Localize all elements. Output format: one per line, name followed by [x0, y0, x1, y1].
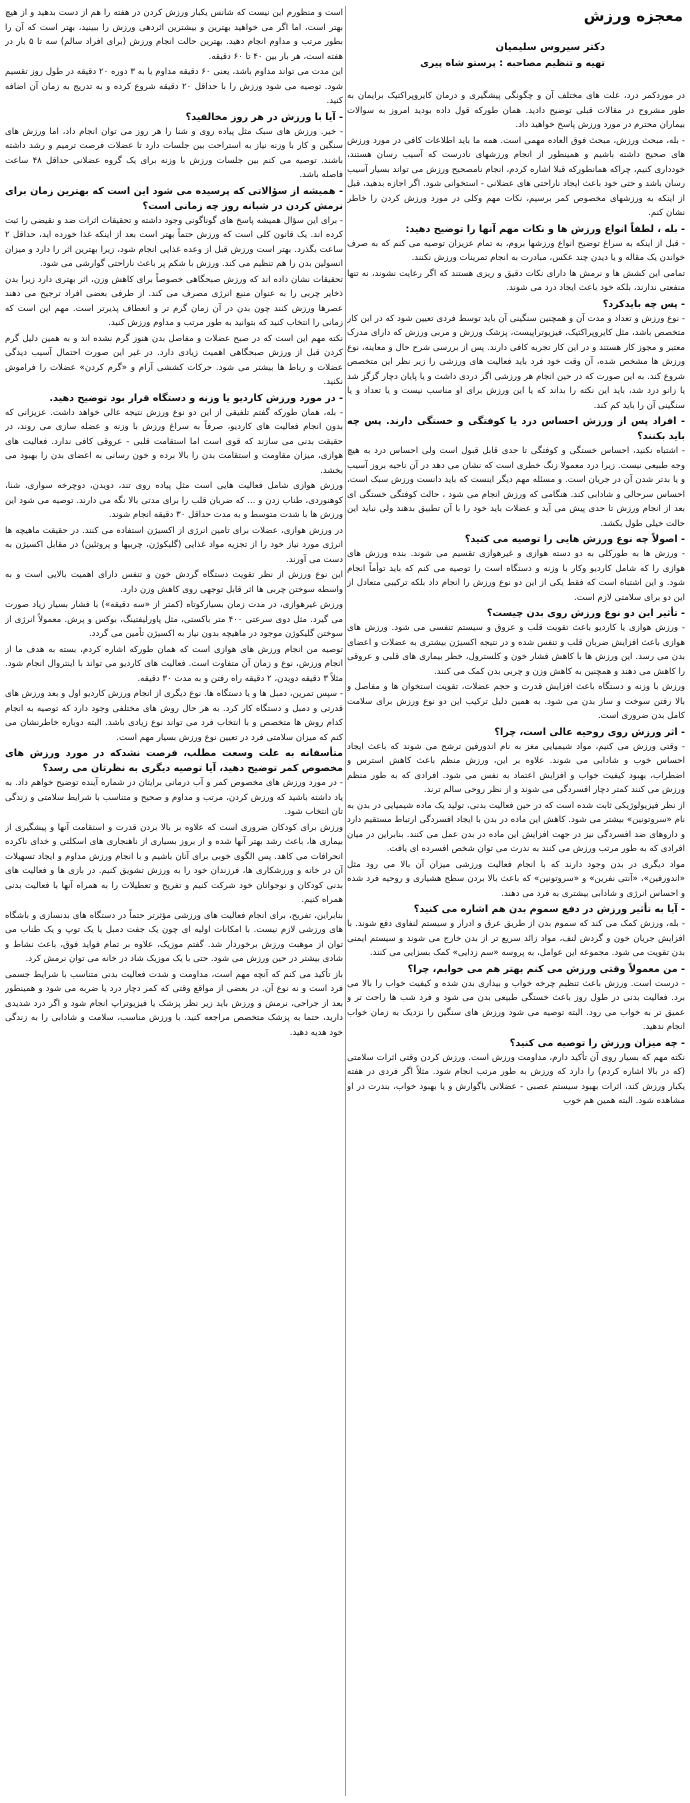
interview-paragraph: از نظر فیزیولوژیکی ثابت شده است که در حین فعالیت بدنی، تولید یک ماده شیمیایی در بدن به نام «سروتونین» بیشتر می شود. کاهش این ماده در بدن با ایجاد افسردگی ارتباط مستقیم دارد و داروهای ضد افسردگی نیز در جهت افزایش این ماده در بدن عمل می کنند. بنابراین در میان افرادی که به طور مرتب ورزش می کنند به ندرت می توان شخص افسرده ای یافت. [347, 800, 685, 854]
left-column-body [5, 6, 343, 1040]
interview-question: - اثر ورزش روی روحیه عالی است، چرا؟ [494, 726, 685, 738]
interview-question: - بله ، لطفاً انواع ورزش ها و نکات مهم آنها را توضیح دهید: [405, 223, 685, 235]
interview-paragraph: است و منظورم این نیست که شانس یکبار ورزش کردن در هفته را هم از دست بدهید و از هیچ بهتر است، اما اگر می خواهید بهترین و بیشترین اثردهی ورزش را ببینید، بهتر است که آن را بطور مرتب و مداوم انجام دهید. بهترین حالت انجام ورزش (برای افراد سالم) سه تا ۵ بار در هفته است، هر بار بین ۴۰ تا ۶۰ دقیقه. [5, 8, 343, 62]
interview-paragraph: - وقتی ورزش می کنیم، مواد شیمیایی مغز به نام اندورفین ترشح می شوند که باعث ایجاد احساس خوب و شادابی می شوند. علاوه بر این، ورزش منظم باعث کاهش استرس و اضطراب، بهبود کیفیت خواب و افزایش اعتماد به نفس می شود. افرادی که به طور منظم ورزش می کنند کمتر دچار افسردگی می شوند و از نظر روحی سالم ترند. [347, 741, 685, 795]
interview-question: - تأثیر این دو نوع ورزش روی بدن چیست؟ [486, 608, 685, 619]
byline [347, 40, 605, 71]
interview-paragraph: - برای این سؤال همیشه پاسخ های گوناگونی وجود داشته و تحقیقات اثرات ضد و نقیضی را ثبت کرده اند. یک قانون کلی است که ورزش حتماً بهتر است بعد از اینکه غذا خورده اید، حداقل ۲ ساعت بگذرد. بهتر است ورزش قبل از وعده غذایی انجام شود، زیرا بهترین اثر را دارد و میزان انسولین بدن را هم تنظیم می کند. ورزش با شکم پر باعث ناراحتی گوارشی می شود. [5, 215, 343, 269]
interview-paragraph: نکته مهم این است که در صبح عضلات و مفاصل بدن هنوز گرم نشده اند و به همین دلیل گرم کردن قبل از ورزش صبحگاهی اهمیت زیادی دارد. در غیر این صورت احتمال آسیب دیدگی عضلات و رباط ها بیشتر می شود. حرکات کششی آرام و «گرم کردن» عضلات را فراموش نکنید. [5, 333, 343, 387]
editor-credit: تهیه و تنظیم مصاحبه : پرستو شاه پیری [420, 58, 605, 69]
interview-question: - افراد پس از ورزش احساس درد یا کوفتگی و خستگی دارند. پس چه باید بکنند؟ [347, 416, 685, 442]
interview-paragraph: در موردکمر درد، علت های مختلف آن و چگونگی پیشگیری و درمان کایروپراکتیک برایمان به طور مشروح در مقالات قبلی توضیح دادید. همان طورکه قول داده بودید امروز به سوالات بیماران محترم در مورد ورزش پاسخ خواهید داد. [347, 91, 685, 130]
author-name: دکتر سیروس سلیمیان [495, 42, 605, 53]
interview-paragraph: مواد دیگری در بدن وجود دارند که با انجام فعالیت ورزشی میزان آن بالا می رود مثل «اندورفین»، «آنتی نفرین» و «سروتونین» که باعث بالا بردن سطح هشیاری و روحیه فرد شده و احساس انرژی و شادابی بیشتری به فرد می دهند. [347, 859, 685, 899]
interview-paragraph: این نوع ورزش از نظر تقویت دستگاه گردش خون و تنفس دارای اهمیت بالایی است و به واسطه سوختن چربی ها اثر قابل توجهی روی کاهش وزن دارد. [5, 570, 343, 595]
interview-paragraph: - درست است. ورزش باعث تنظیم چرخه خواب و بیداری بدن شده و کیفیت خواب را بالا می برد. فعالیت بدنی در طول روز باعث خستگی طبیعی بدن می شود و فرد شب ها راحت تر و عمیق تر به خواب می رود. البته توصیه می شود ورزش های سنگین را نزدیک به زمان خواب انجام ندهید. [347, 978, 685, 1032]
article-title: معجزه ورزش [583, 7, 683, 25]
column-divider [345, 6, 346, 1796]
right-column-body [347, 89, 685, 1109]
interview-paragraph: - اشتباه نکنید، احساس خستگی و کوفتگی تا حدی قابل قبول است ولی احساس درد به هیچ وجه طبیعی نیست. زیرا درد معمولا زنگ خطری است که نشان می دهد در آن ناحیه بروز آسیب و یا بدتر شدن آن در جریان است. و مسئله مهم دیگر اینست که باید دانست ورزش سبک است، احساس سرحالی و شادابی کند. هنگامی که ورزش انجام می شود ، حالت کوفتگی خستگی ای بعد از انجام ورزش تا حدی پیش می آید و عضلات باید خود را با آن تطبیق بدهند ولی نباید این حالت خیلی طول بکشد. [347, 446, 685, 529]
interview-paragraph: تحقیقات نشان داده اند که ورزش صبحگاهی خصوصاً برای کاهش وزن، اثر بهتری دارد زیرا بدن ذخایر چربی را به عنوان منبع انرژی مصرف می کند. از طرفی بعضی افراد ترجیح می دهند عصرها ورزش کنند چون بدن در آن زمان گرم تر و انعطاف پذیرتر است. مهم این است که زمانی را انتخاب کنید که بتوانید به طور مرتب و مداوم ورزش کنید. [5, 274, 343, 328]
interview-question: - در مورد ورزش کاردیو یا وزنه و دستگاه قرار بود توضیح دهید. [49, 392, 343, 404]
interview-paragraph: در ورزش هوازی، عضلات برای تامین انرژی از اکسیژن استفاده می کنند. در حقیقت ماهیچه ها انرژی مورد نیاز خود را از تجزیه مواد غذایی (گلیکوژن، چربیها و پروتئین) در مقابل اکسیژن به دست می آورند. [5, 525, 343, 565]
right-column [347, 6, 685, 1796]
interview-paragraph: توصیه من انجام ورزش های هوازی است که همان طورکه اشاره کردم، بسته به هدف ما از انجام ورزش، نوع و زمان آن متفاوت است. فعالیت های کاردیو می تواند با اینتروال انجام شود. مثلاً ۳ دقیقه دویدن، ۲ دقیقه راه رفتن و به مدت ۳۰ دقیقه. [5, 644, 343, 684]
interview-question: متأسفانه به علت وسعت مطلب، فرصت نشدکه در مورد ورزش های مخصوص کمر توضیح دهید، آیا توصیه دیگری به نظرتان می رسد؟ [5, 748, 343, 774]
interview-paragraph: - نوع ورزش و تعداد و مدت آن و همچنین سنگینی آن باید توسط فردی تعیین شود که در این کار متخصص باشد، مثل کایروپراکتیک، فیزیوتراپیست، پزشک ورزش و مربی ورزش که دارای مدرک معتبر و مجوز کار هستند و در این کار تجربه کافی دارند. پس از بررسی شرح حال و معاینه، نوع ورزش ها مشخص شده، آن وقت خود فرد باید فعالیت های ورزشی را زیر نظر این متخصص شروع کند. به این صورت که در حین انجام هر ورزشی اگر دردی داشت و یا پایان دچار گزگز شد یا زانو درد شد، باید این نکته را بداند که یا این ورزش برای او مناسب نیست و یا تعداد و یا سنگینی آن را باید کم کند. [347, 313, 685, 411]
interview-paragraph: - ورزش ها به طورکلی به دو دسته هوازی و غیرهوازی تقسیم می شوند. بنده ورزش های هوازی را که شامل کاردیو وکار با وزنه و دستگاه است را توصیه می کنم که باید توأماً انجام شود. و این اشتباه است که فقط یکی از این دو نوع ورزش را انجام داد بلکه ترکیبی متعادل از این دو برای سلامتی لازم است. [347, 549, 685, 603]
interview-paragraph: تمامی این کشش ها و نرمش ها دارای نکات دقیق و ریزی هستند که اگر رعایت نشوند، نه تنها منفعتی ندارند، بلکه خود باعث ایجاد درد می شوند. [347, 268, 685, 293]
interview-paragraph: ورزش با وزنه و دستگاه باعث افزایش قدرت و حجم عضلات، تقویت استخوان ها و مفاصل و بالا رفتن سوخت و ساز بدن می شود. به همین دلیل ترکیب این دو نوع ورزش برای سلامت کامل بدن ضروری است. [347, 682, 685, 721]
interview-question: - چه میزان ورزش را توصیه می کنید؟ [509, 1037, 685, 1049]
interview-paragraph: ورزش برای کودکان ضروری است که علاوه بر بالا بردن قدرت و استقامت آنها و پیشگیری از بیماری ها، باعث رشد بهتر آنها شده و از بروز بسیاری از ناهنجاری های اسکلتی و خدای ناکرده انحرافات می کاهد. پس الگوی خوبی برای آنان باشیم و با انجام ورزش مداوم و ایجاد تسهیلات آن در خانه و ورزشکاری ها، فرزندان خود را به ورزش تشویق کنیم. در بازی ها و فعالیت های بدنی کودکان و نوجوانان خود شرکت کنیم و تفریح و تعطیلات را به همراه آنها با فعالیت بدنی همراه کنیم. [5, 822, 343, 905]
interview-question: - پس چه بایدکرد؟ [602, 298, 685, 310]
interview-question: - من معمولاً وقتی ورزش می کنم بهتر هم می خوابم، چرا؟ [407, 963, 685, 975]
interview-paragraph: - خیر. ورزش های سبک مثل پیاده روی و شنا را هر روز می توان انجام داد، اما ورزش های سنگین و کار با وزنه نیاز به استراحت بین جلسات دارد تا عضلات فرصت ترمیم و رشد داشته باشند. توصیه می کنم بین جلسات ورزش با وزنه برای یک گروه عضلانی حداقل ۴۸ ساعت فاصله باشد. [5, 126, 343, 180]
interview-paragraph: ورزش غیرهوازی، در مدت زمان بسیارکوتاه (کمتر از «سه دقیقه») با فشار بسیار زیاد صورت می گیرد. مثل دوی سرعتی ۴۰۰ متر باکستی، مثل پاورلیفتینگ، بوکس و پرش. معمولاً انرژی از سوختن گلیکوژن موجود در ماهیچه بدون نیاز به اکسیژن تأمین می گردد. [5, 600, 343, 639]
interview-paragraph: - بله، همان طورکه گفتم تلفیقی از این دو نوع ورزش نتیجه عالی خواهد داشت. عزیزانی که بدون انجام فعالیت های کاردیو، صرفاً به سراغ ورزش با وزنه و عضله سازی می روند، در حقیقت بدنی می سازند که قوی است اما استقامت قلبی - عروقی کافی ندارد. فعالیت های هوازی، میزان مقاومت و استقامت بدن را بالا برده و خون رسانی به اعضای بدن را بهبود می بخشد. [5, 407, 343, 476]
interview-paragraph: - قبل از اینکه به سراغ توضیح انواع ورزشها بروم، به تمام عزیزان توصیه می کنم که به صرف خواندن یک مقاله و یا دیدن چند عکس، مبادرت به انجام تمرینات ورزش نکنند. [347, 238, 685, 263]
interview-question: - آیا با ورزش در هر روز مخالفید؟ [185, 111, 343, 123]
interview-paragraph: باز تأکید می کنم که آنچه مهم است، مداومت و شدت فعالیت بدنی متناسب با شرایط جسمی فرد است و نه نوع آن. در بعضی از مواقع وقتی که کمر دچار درد یا ضربه می شود و همینطور بعد از جراحی، نرمش و ورزش باید زیر نظر پزشک یا فیزیوتراپ انجام شود و اگر درد شدیدی دارید، حتما به پزشک متخصص مراجعه کنید. با ورزش مناسب، سلامت و شادابی را به زندگی خود هدیه دهید. [5, 969, 343, 1038]
left-column [5, 6, 343, 1796]
interview-question: - آیا به تأثیر ورزش در دفع سموم بدن هم اشاره می کنید؟ [413, 904, 685, 915]
interview-paragraph: ورزش هوازی شامل فعالیت هایی است مثل پیاده روی تند، دویدن، دوچرخه سواری، شنا، کوهنوردی، طناب زدن و ... که ضربان قلب را برای مدتی بالا نگه می دارند. توصیه می شود این ورزش ها با شدت متوسط و به مدت حداقل ۳۰ دقیقه انجام شوند. [5, 481, 343, 520]
interview-paragraph: - در مورد ورزش های مخصوص کمر و آب درمانی برایتان در شماره آینده توضیح خواهم داد. به یاد داشته باشید که ورزش کردن، مرتب و مداوم و صحیح و متناسب با شرایط سلامتی و زندگی تان انتخاب شود. [5, 778, 343, 817]
interview-paragraph: - بله، مبحث ورزش، مبحث فوق العاده مهمی است. همه ما باید اطلاعات کافی در مورد ورزش های صحیح داشته باشیم و همینطور از انجام ورزشهای نادرست که آسیب رسان هستند، خودداری کنیم، چراکه همانطورکه قبلا اشاره کردم، انجام نامصحیح ورزش می تواند بسیار آسیب رسان باشد و حتی خود باعث ایجاد ناراحتی های عضلانی - استخوانی شود. اگر اجازه بدهید، قبل از اینکه به ورزشهای مخصوص کمر برسیم، نکات مهم وکلی در مورد ورزش کردن را خاطر نشان کنم. [347, 135, 685, 218]
interview-paragraph: بنابراین، تفریح، برای انجام فعالیت های ورزشی مؤثرتر حتماً در دستگاه های بدنسازی و باشگاه های ورزشی لازم نیست. با امکانات اولیه ای چون یک جفت دمبل یا یک توپ و یک طناب می توان از موهبت ورزش برخوردار شد. گفتم موزیک، علاوه بر تمام فواید فوق، باعث نشاط و شادی بیشتر در حین ورزش می شود. حتی با یک موزیک شاد در خانه می توان نرمش کرد. [5, 910, 343, 964]
interview-paragraph: - بله، ورزش کمک می کند که سموم بدن از طریق عرق و ادرار و سیستم لنفاوی دفع شوند. با افزایش جریان خون و گردش لنف، مواد زائد سریع تر از بدن خارج می شوند و سیستم ایمنی بدن تقویت می شود. مجموعه این عوامل، به پروسه «سم زدایی» کمک بسزایی می کنند. [347, 919, 685, 958]
interview-paragraph: - ورزش هوازی یا کاردیو باعث تقویت قلب و عروق و سیستم تنفسی می شود. ورزش های هوازی باعث افزایش ضربان قلب و تنفس شده و در نتیجه اکسیژن بیشتری به عضلات و اعضای بدن می رسد. این ورزش ها با کاهش فشار خون و کلسترول، خطر بیماری های قلبی و عروقی را کاهش می دهند و همچنین به کاهش وزن و چربی بدن کمک می کنند. [347, 623, 685, 677]
interview-paragraph: - سپس تمرین، دمبل ها و یا دستگاه ها. نوع دیگری از انجام ورزش کاردیو اول و بعد ورزش های قدرتی و دمبل و دستگاه کار کرد. به هر حال روش های مختلفی وجود دارد که توصیه به انجام کدام روش ها متخصص و با انتخاب فرد می تواند نوع زیادی باشد. البته دوباره خاطرنشان می کنم که میزان سلامتی فرد در تعیین نوع ورزش بسیار مهم است. [5, 689, 343, 743]
interview-paragraph: این مدت می تواند مداوم باشد، یعنی ۶۰ دقیقه مداوم یا به ۳ دوره ۲۰ دقیقه در طول روز تقسیم شود. توصیه می شود ورزش را با حداقل ۲۰ دقیقه شروع کرده و به تدریج به زمان آن اضافه کنید. [5, 67, 343, 106]
interview-question: - اصولاً چه نوع ورزش هایی را توصیه می کنید؟ [464, 534, 685, 545]
interview-paragraph: نکته مهم که بسیار روی آن تأکید دارم، مداومت ورزش است. ورزش کردن وقتی اثرات سلامتی (که در بالا اشاره کردم) را دارد که ورزش به طور مرتب انجام شود. مثلاً اگر فردی در هفته یکبار ورزش کند، اثرات بهبود سیستم عصبی - عضلانی یاگوارش و یا بهبود خواب، بندرت در او مشاهده شود. البته همین هم خوب [347, 1052, 685, 1106]
interview-question: - همیشه از سؤالاتی که پرسیده می شود این است که بهترین زمان برای نرمش کردن در شبانه روز چه زمانی است؟ [5, 185, 343, 212]
